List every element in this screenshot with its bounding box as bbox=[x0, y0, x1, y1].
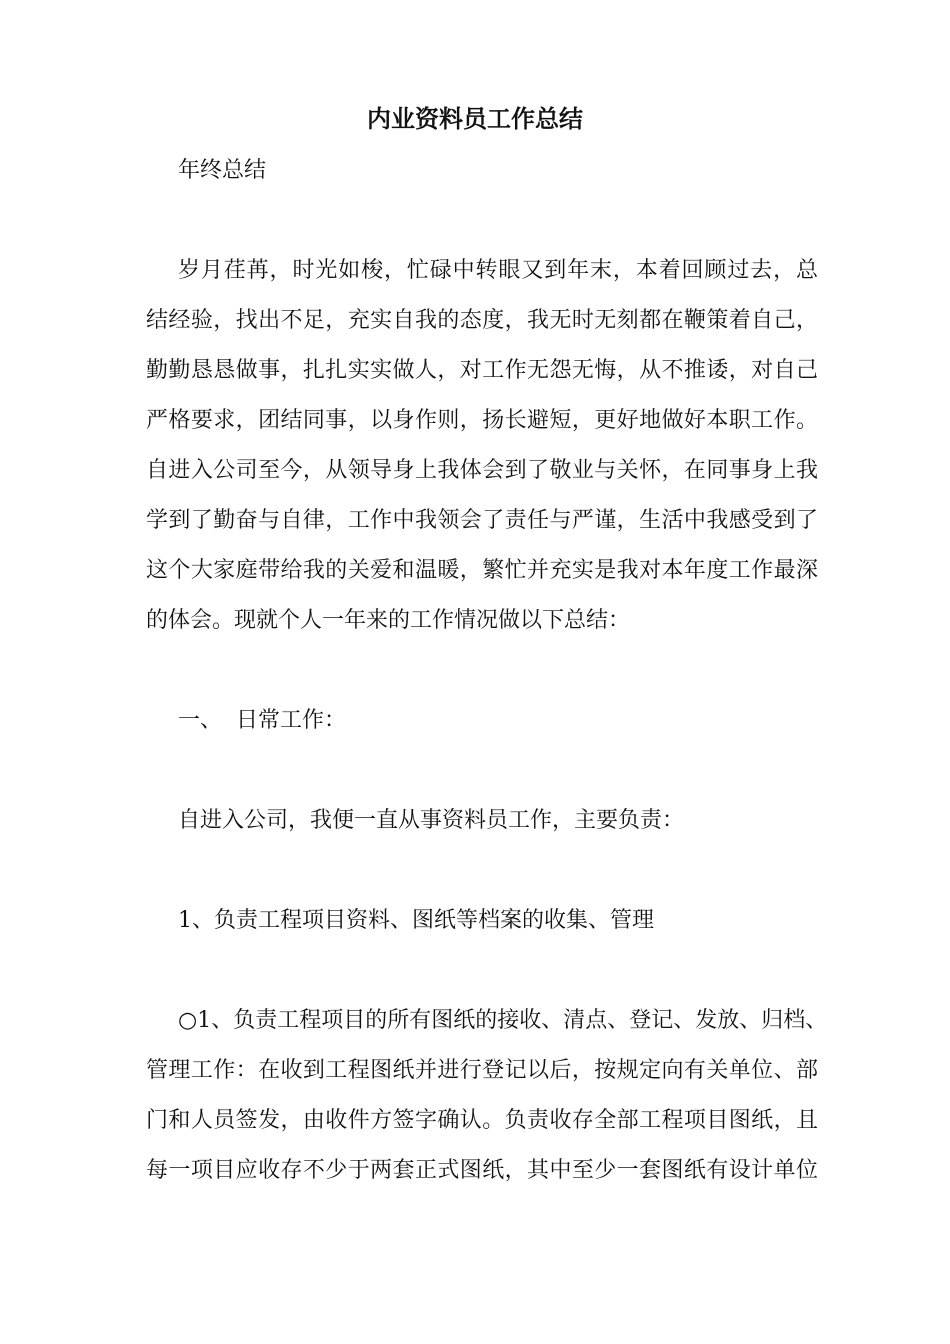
item-1-heading: 1、负责工程项目资料、图纸等档案的收集、管理 bbox=[178, 908, 654, 933]
intro-line-5: 自进入公司至今，从领导身上我体会到了敬业与关怀，在同事身上我 bbox=[146, 458, 818, 483]
intro-line-7: 这个大家庭带给我的关爱和温暖，繁忙并充实是我对本年度工作最深 bbox=[146, 558, 818, 583]
intro-line-2: 结经验，找出不足，充实自我的态度，我无时无刻都在鞭策着自己， bbox=[146, 308, 818, 333]
intro-line-3: 勤勤恳恳做事，扎扎实实做人，对工作无怨无悔，从不推诿，对自己 bbox=[146, 358, 818, 383]
item-1-1-line-1: ○1、负责工程项目的所有图纸的接收、清点、登记、发放、归档、 bbox=[178, 1008, 828, 1033]
section-heading-daily-work: 一、 日常工作： bbox=[178, 708, 346, 733]
intro-line-8: 的体会。现就个人一年来的工作情况做以下总结： bbox=[146, 608, 631, 633]
intro-line-4: 严格要求，团结同事，以身作则，扬长避短，更好地做好本职工作。 bbox=[146, 408, 818, 433]
intro-line-1: 岁月荏苒，时光如梭，忙碌中转眼又到年末，本着回顾过去，总 bbox=[178, 258, 818, 283]
document-subtitle: 年终总结 bbox=[178, 158, 267, 183]
item-1-1-line-3: 门和人员签发，由收件方签字确认。负责收存全部工程项目图纸，且 bbox=[146, 1108, 818, 1133]
item-1-1-line-2: 管理工作：在收到工程图纸并进行登记以后，按规定向有关单位、部 bbox=[146, 1058, 818, 1083]
item-1-1-line-4: 每一项目应收存不少于两套正式图纸，其中至少一套图纸有设计单位 bbox=[146, 1158, 818, 1183]
intro-line-6: 学到了勤奋与自律，工作中我领会了责任与严谨，生活中我感受到了 bbox=[146, 508, 818, 533]
document-title: 内业资料员工作总结 bbox=[367, 104, 583, 133]
section-intro: 自进入公司，我便一直从事资料员工作，主要负责： bbox=[178, 808, 685, 833]
